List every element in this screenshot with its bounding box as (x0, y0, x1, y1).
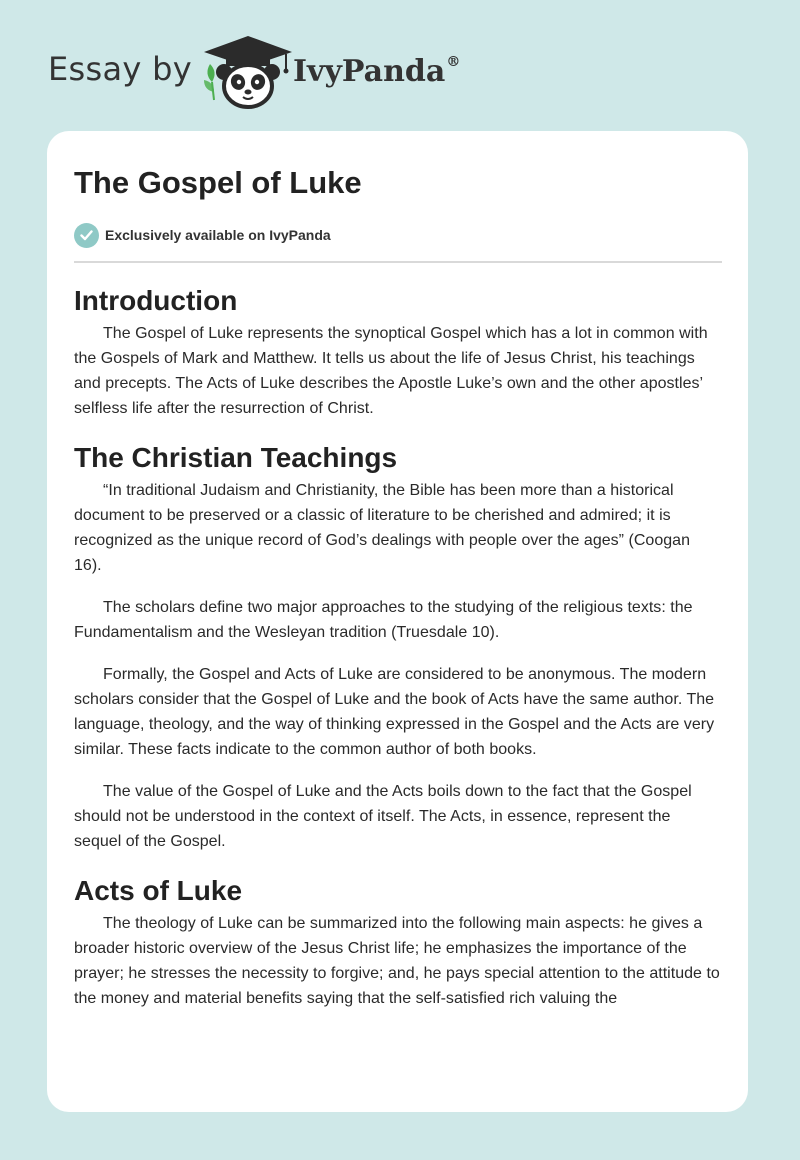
essay-title: The Gospel of Luke (74, 165, 362, 200)
essay-card (47, 131, 748, 1112)
title-divider (74, 261, 722, 263)
paragraph: The value of the Gospel of Luke and the Acts boils down to the fact that the Gospel should not be understood in the context of itself. The Acts, in essence, represent the sequel of the Gospel. (74, 783, 692, 850)
brand-name[interactable] (293, 54, 460, 89)
exclusive-notice (74, 222, 331, 248)
paragraph: The theology of Luke can be summarized into the following main aspects: he gives a broader historic overview of the Jesus Christ life; he emphasizes the importance of the prayer; he stresses the necessity to forgive; and, he pays special attention to the attitude to the money and material benefits saying that the self-satisfied rich valuing the (74, 915, 720, 1007)
exclusive-label: Exclusively available on IvyPanda (105, 227, 331, 243)
panda-graduate-logo-icon[interactable] (200, 34, 296, 110)
site-header (0, 0, 800, 130)
section-heading-introduction: Introduction (74, 285, 238, 316)
essay-by-label: Essay by (48, 50, 192, 88)
section-heading-acts-of-luke: Acts of Luke (74, 875, 243, 906)
check-circle-icon (74, 223, 99, 248)
paragraph: The Gospel of Luke represents the synoptical Gospel which has a lot in common with the Gospels of Mark and Matthew. It tells us about the life of Jesus Christ, his teachings and precepts. The Acts of Luke describes the Apostle Luke’s own and the other apostles’ selfless life after the resurrection of Christ. (74, 325, 708, 417)
essay-body (74, 281, 722, 1011)
section-heading-christian-teachings: The Christian Teachings (74, 442, 398, 473)
brand-name-text: IvyPanda (293, 54, 446, 89)
paragraph: The scholars define two major approaches to the studying of the religious texts: the Fundamentalism and the Wesleyan tradition (Truesdale 10). (74, 599, 693, 641)
paragraph: “In traditional Judaism and Christianity, the Bible has been more than a historical document to be preserved or a classic of literature to be cherished and admired; it is recognized as the unique record of God’s dealings with people over the ages” (Coogan 16). (74, 482, 690, 574)
registered-mark: ® (446, 54, 461, 70)
paragraph: Formally, the Gospel and Acts of Luke are considered to be anonymous. The modern scholars consider that the Gospel of Luke and the book of Acts have the same author. The language, theology, and the way of thinking expressed in the Gospel and the Acts are very similar. These facts indicate to the common author of both books. (74, 666, 715, 758)
